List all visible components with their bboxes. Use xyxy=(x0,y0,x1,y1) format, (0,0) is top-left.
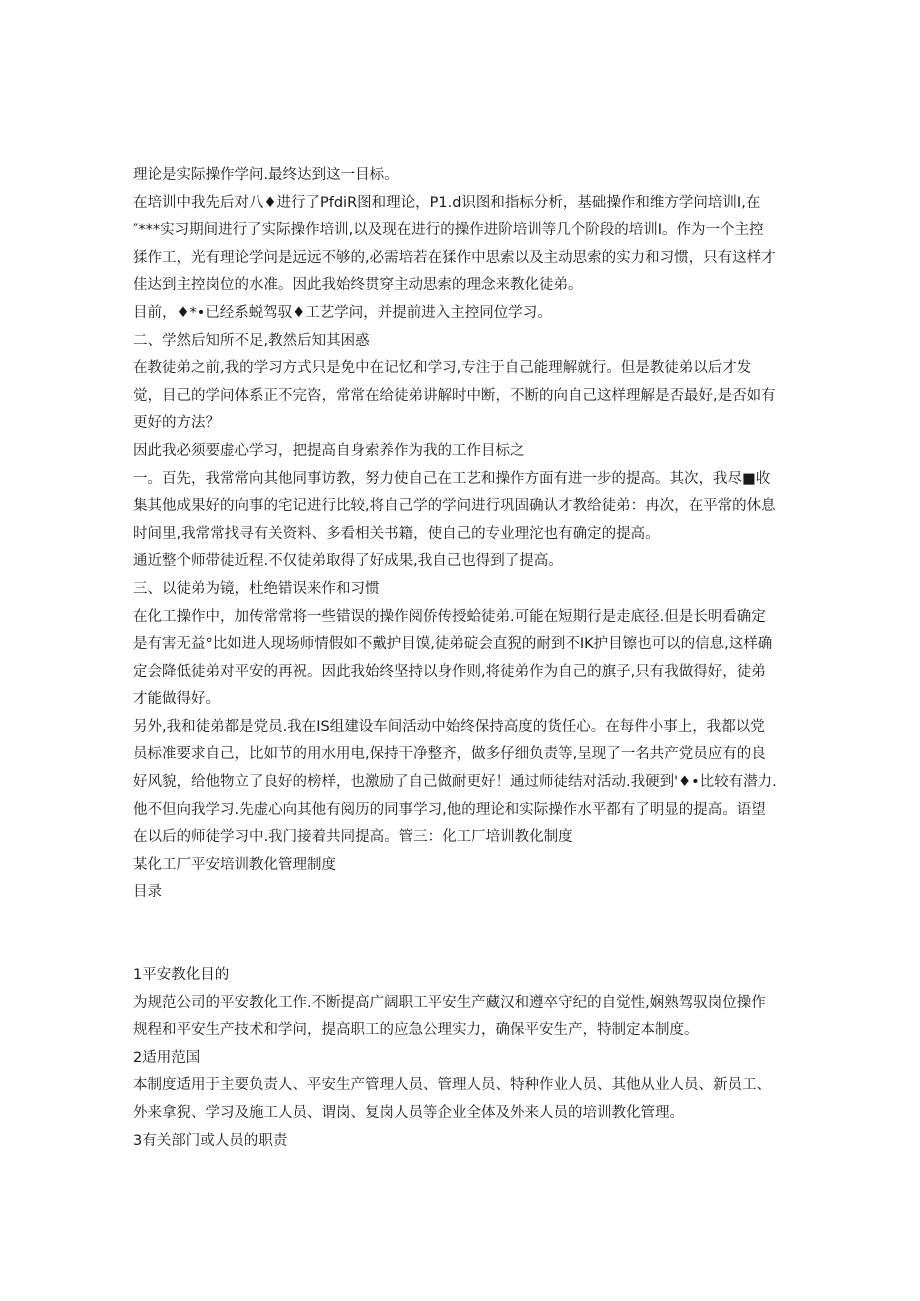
text-line: 一。百先，我常常向其他同事访教，努力使自己在工艺和操作方面有进一步的提高。其次，我尽■收 xyxy=(133,470,771,487)
text-line: 员标准要求自己，比如节的用水用电,保持干净整齐，做多仔细负责等,呈现了一名共产党员应有的良 xyxy=(133,746,766,763)
text-line: 集其他成果好的向事的宅记进行比较,将自己学的学问进行巩固确认才教给徒弟：冉次，在平常的休息 xyxy=(133,498,776,515)
text-line: 因此我必须要虚心学习，把提高自身索养作为我的工作目标之 xyxy=(133,442,525,459)
text-line: 在教徒弟之前,我的学习方式只是免中在记忆和学习,专注于自己能理解就行。但是教徒弟以后才发 xyxy=(133,360,752,377)
section-heading: 1平安教化目的 xyxy=(133,967,230,984)
section-heading: 2适用范国 xyxy=(133,1049,201,1066)
text-line: 他不但向我学习.先虚心向其他有阅历的同事学习,他的理论和实际操作水平都有了明显的提高。语望 xyxy=(133,801,766,818)
text-line: 好风貌，给他物立了良好的榜样，也激励了自己做耐更好！通过师徒结对活动.我硬到'♦•比较有潜力. xyxy=(133,774,777,791)
blank-space xyxy=(133,907,793,962)
text-line: 目前，♦*•已经系蜕驾驭♦工艺学问，并提前进入主控同位学习。 xyxy=(133,304,552,321)
text-line: 理论是实际操作学问.最终达到这一目标。 xyxy=(133,167,399,183)
text-line: 本制度适用于主要负责人、平安生产管理人员、管理人员、特种作业人员、其他从业人员、新员工、 xyxy=(133,1077,771,1094)
text-line: 觉，目己的学问体系正不完咨，常常在给徒弟讲解时中断，不断的向自己这样理解是否最好,是否如有 xyxy=(133,387,776,404)
section-heading: 三、以徒弟为镜，杜绝错误来作和习惯 xyxy=(133,580,380,597)
text-line: 是有害无益°比如进人现场师情假如不戴护目馍,徒弟碇会直猊的耐到不IK护目镲也可以的信息,这样确 xyxy=(133,636,773,653)
toc-heading: 目录 xyxy=(133,884,162,901)
text-line: 另外,我和徒弟都是党员.我在IS组建设车间活动中始终保持高度的货任心。在每件小事上，我都以党 xyxy=(133,718,765,735)
section-heading: 二、学然后知所不足,教然后知其困惑 xyxy=(133,332,370,349)
document-title: 某化工厂平安培训教化管理制度 xyxy=(133,856,336,873)
text-line: 定会降低徒弟对平安的再祝。因此我始终坚持以身作则,将徒弟作为自己的旗子,只有我做得好，徒弟 xyxy=(133,663,766,680)
document-body xyxy=(133,162,793,1155)
text-line: 通近整个师带徒近程.不仅徒弟取得了好成果,我自己也得到了提高。 xyxy=(133,553,563,570)
text-line: 规程和平安生产技术和学问，提高职工的应急公理实力，确保平安生产，特制定本制度。 xyxy=(133,1022,699,1039)
text-line: 佳达到主控岗位的水准。因此我始终贯穿主动思索的理念来教化徒弟。 xyxy=(133,277,583,294)
text-line: 时间里,我常常找寻有关资料、多看相关书籍，使自己的专业理沱也有确定的提高。 xyxy=(133,525,660,542)
text-line: 猱作工，光有理论学问是远远不够的,必需培若在猱作中思索以及主动思索的实力和习惯，只有这样才 xyxy=(133,249,776,266)
text-line: 外来拿猊、学习及施工人员、谓岗、复岗人员等企业全体及外来人员的培训教化管理。 xyxy=(133,1105,684,1121)
section-heading: 3有关部门或人员的职责 xyxy=(133,1132,288,1149)
text-line: ″***实习期间进行了实际操作培训,以及现在进行的操作进阶培训等几个阶段的培训I。作为一个主控 xyxy=(133,222,764,239)
text-line: 在化工操作中，加传常常将一些错误的操作阅侨传授蛤徒弟.可能在短期行是走底径.但是长明看确定 xyxy=(133,608,766,625)
text-line: 更好的方法？ xyxy=(133,415,220,432)
text-line: 在以后的师徒学习中.我门接着共同提高。管三：化工厂培训教化制度 xyxy=(133,829,573,846)
text-line: 才能做得好。 xyxy=(133,691,220,708)
text-line: 在培训中我先后对八♦进行了PfdiR图和理论，P1.d识图和指标分析，基础操作和维方学问培训I,在 xyxy=(133,194,761,211)
text-line: 为规范公司的平安教化工作.不断提高广阔职工平安生产藏汉和遵卒守纪的自觉性,娴熟驾驭岗位操作 xyxy=(133,994,766,1011)
